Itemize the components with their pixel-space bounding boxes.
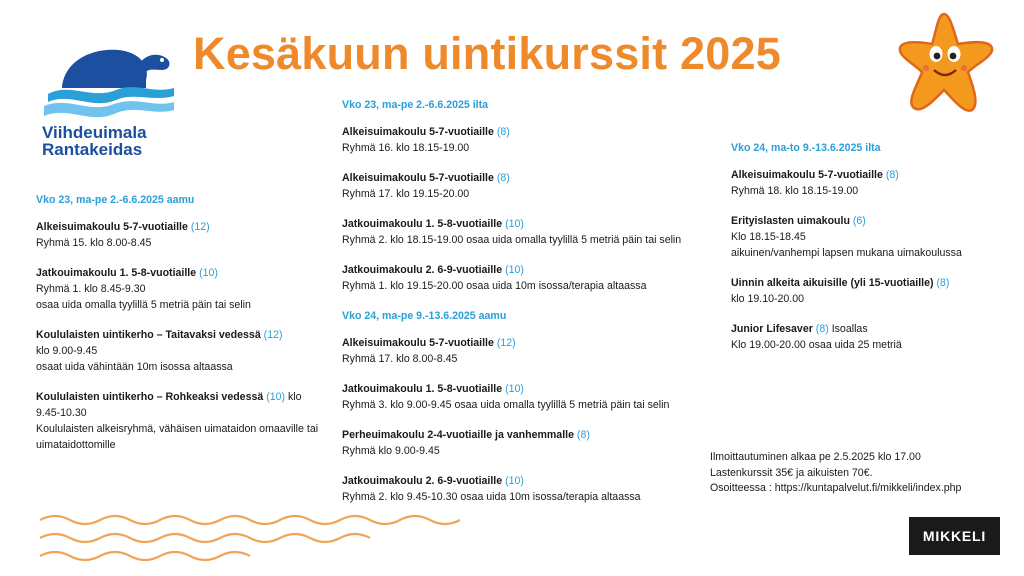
- course-block: [731, 167, 1016, 199]
- course-capacity: (10): [505, 475, 524, 487]
- course-block: [731, 275, 1016, 307]
- logo-line-2: Rantakeidas: [42, 140, 143, 159]
- registration-info: [710, 450, 961, 497]
- course-name: Uinnin alkeita aikuisille (yli 15-vuotiaille): [731, 277, 934, 289]
- course-name: Alkeisuimakoulu 5-7-vuotiaille: [342, 126, 494, 138]
- course-name: Junior Lifesaver: [731, 323, 813, 335]
- course-block: [731, 213, 1016, 261]
- week-heading: Vko 23, ma-pe 2.-6.6.2025 aamu: [36, 194, 195, 206]
- course-capacity: (10): [266, 391, 286, 403]
- course-detail: Ryhmä 16. klo 18.15-19.00: [342, 142, 470, 154]
- course-capacity: (10): [505, 218, 524, 230]
- course-name: Alkeisuimakoulu 5-7-vuotiaille: [731, 169, 883, 181]
- logo-line-1: Viihdeuimala: [42, 123, 147, 142]
- schedule-column-2: [342, 97, 722, 519]
- rantakeidas-logo: [34, 40, 184, 162]
- course-detail: Ryhmä 3. klo 9.00-9.45 osaa uida omalla tyylillä 5 metriä päin tai selin: [342, 399, 670, 411]
- course-detail: Ryhmä 1. klo 8.45-9.30: [36, 283, 146, 295]
- course-name: Jatkouimakoulu 1. 5-8-vuotiaille: [342, 383, 503, 395]
- course-name: Alkeisuimakoulu 5-7-vuotiaille: [36, 221, 188, 233]
- course-detail: Ryhmä 18. klo 18.15-19.00: [731, 185, 859, 197]
- schedule-column-3: [731, 140, 1016, 367]
- course-detail: osaa uida omalla tyylillä 5 metriä päin tai selin: [36, 299, 251, 311]
- course-capacity: (8): [936, 277, 950, 289]
- course-detail: Koululaisten alkeisryhmä, vähäisen uimataidon omaaville tai uimataidottomille: [36, 423, 319, 451]
- course-capacity: (8): [576, 429, 590, 441]
- course-capacity: (6): [852, 215, 866, 227]
- course-detail: Ryhmä 15. klo 8.00-8.45: [36, 237, 152, 249]
- course-capacity: (12): [496, 337, 516, 349]
- course-detail: Klo 18.15-18.45: [731, 231, 806, 243]
- wave-lines-icon: [40, 510, 460, 566]
- mikkeli-logo: MIKKELI: [909, 517, 1000, 555]
- course-detail: Klo 19.00-20.00 osaa uida 25 metriä: [731, 339, 902, 351]
- course-name: Jatkouimakoulu 1. 5-8-vuotiaille: [342, 218, 503, 230]
- course-block: [342, 473, 722, 505]
- course-capacity: (8): [885, 169, 899, 181]
- course-name: Koululaisten uintikerho – Rohkeaksi vedessä: [36, 391, 264, 403]
- schedule-column-1: [36, 192, 336, 467]
- page-title: Kesäkuun uintikurssit 2025: [193, 28, 781, 79]
- course-detail: Ryhmä 2. klo 9.45-10.30 osaa uida 10m isossa/terapia altaassa: [342, 491, 641, 503]
- course-block: [342, 124, 722, 156]
- course-suffix: Isoallas: [828, 323, 868, 335]
- course-detail: osaat uida vähintään 10m isossa altaassa: [36, 361, 233, 373]
- course-name: Jatkouimakoulu 1. 5-8-vuotiaille: [36, 267, 197, 279]
- course-name: Koululaisten uintikerho – Taitavaksi vedessä: [36, 329, 261, 341]
- course-detail: klo 9.00-9.45: [36, 345, 98, 357]
- course-detail: Ryhmä 2. klo 18.15-19.00 osaa uida omalla tyylillä 5 metriä päin tai selin: [342, 234, 682, 246]
- course-capacity: (8): [496, 126, 510, 138]
- course-name: Alkeisuimakoulu 5-7-vuotiaille: [342, 337, 494, 349]
- course-block: [36, 219, 336, 251]
- course-block: [342, 335, 722, 367]
- course-detail: klo 19.10-20.00: [731, 293, 805, 305]
- course-block: [342, 427, 722, 459]
- course-detail: Ryhmä klo 9.00-9.45: [342, 445, 440, 457]
- turtle-wave-icon: [40, 40, 180, 124]
- course-name: Alkeisuimakoulu 5-7-vuotiaille: [342, 172, 494, 184]
- course-block: [36, 265, 336, 313]
- course-name: Perheuimakoulu 2-4-vuotiaille ja vanhemmalle: [342, 429, 574, 441]
- week-heading: Vko 23, ma-pe 2.-6.6.2025 ilta: [342, 99, 489, 111]
- course-suffix: klo: [285, 391, 302, 403]
- course-capacity: (12): [190, 221, 210, 233]
- course-block: [36, 389, 336, 453]
- course-capacity: (12): [263, 329, 283, 341]
- course-detail: Ryhmä 17. klo 8.00-8.45: [342, 353, 458, 365]
- course-capacity: (8): [815, 323, 829, 335]
- course-block: [342, 262, 722, 294]
- registration-date: Ilmoittautuminen alkaa pe 2.5.2025 klo 17.00: [710, 451, 921, 463]
- course-name: Jatkouimakoulu 2. 6-9-vuotiaille: [342, 475, 503, 487]
- course-detail: aikuinen/vanhempi lapsen mukana uimakoulussa: [731, 247, 962, 259]
- course-block: [342, 381, 722, 413]
- course-capacity: (10): [505, 383, 524, 395]
- course-block: [731, 321, 1016, 353]
- registration-url[interactable]: Osoitteessa : https://kuntapalvelut.fi/mikkeli/index.php: [710, 482, 962, 494]
- course-detail: Ryhmä 17. klo 19.15-20.00: [342, 188, 470, 200]
- week-heading: Vko 24, ma-to 9.-13.6.2025 ilta: [731, 142, 881, 154]
- course-capacity: (8): [496, 172, 510, 184]
- course-block: [342, 170, 722, 202]
- course-capacity: (10): [505, 264, 524, 276]
- course-block: [342, 216, 722, 248]
- course-block: [36, 327, 336, 375]
- starfish-icon: [896, 10, 996, 116]
- price-info: Lastenkurssit 35€ ja aikuisten 70€.: [710, 466, 873, 479]
- course-detail: 9.45-10.30: [36, 407, 87, 419]
- course-capacity: (10): [199, 267, 218, 279]
- week-heading: Vko 24, ma-pe 9.-13.6.2025 aamu: [342, 310, 507, 322]
- course-detail: Ryhmä 1. klo 19.15-20.00 osaa uida 10m isossa/terapia altaassa: [342, 280, 647, 292]
- course-name: Jatkouimakoulu 2. 6-9-vuotiaille: [342, 264, 503, 276]
- course-name: Erityislasten uimakoulu: [731, 215, 850, 227]
